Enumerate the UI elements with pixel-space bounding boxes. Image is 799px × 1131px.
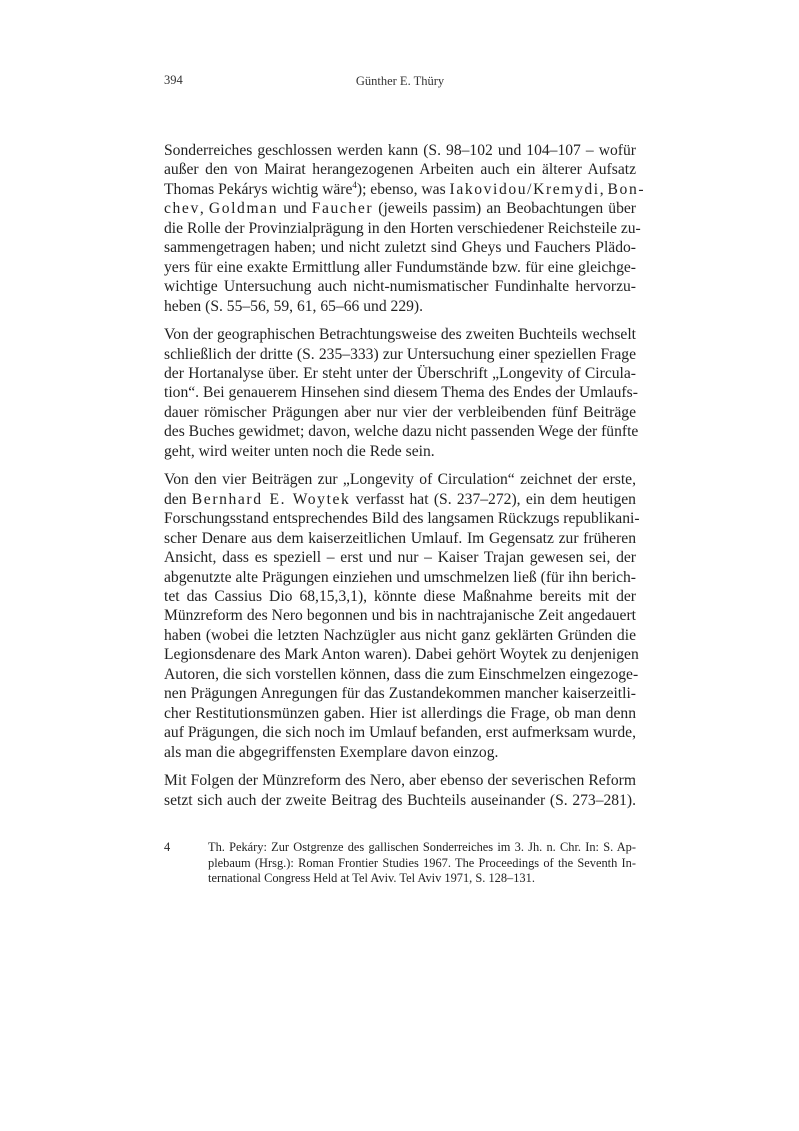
- text-line: nen Prägungen Anregungen für das Zustandekommen mancher kaiserzeitli-: [164, 685, 636, 703]
- text-line: cher Restitutionsmünzen gaben. Hier ist allerdings die Frage, ob man denn: [164, 704, 636, 722]
- author-name-spaced: Goldman: [208, 200, 279, 218]
- text-line: Forschungsstand entsprechendes Bild des langsamen Rückzugs republikani-: [164, 510, 640, 528]
- author-name-spaced: Bernhard E. Woytek: [191, 490, 351, 508]
- text-line: außer den von Mairat herangezogenen Arbeiten auch ein älterer Aufsatz: [164, 161, 636, 179]
- text-line: Sonderreiches geschlossen werden kann (S. 98–102 und 104–107 – wofür: [164, 142, 636, 159]
- text-line: heben (S. 55–56, 59, 61, 65–66 und 229).: [164, 297, 424, 315]
- author-name-spaced: Faucher: [311, 200, 374, 218]
- text-line: scher Denare aus dem kaiserzeitlichen Umlauf. Im Gegensatz zur früheren: [164, 529, 636, 547]
- body-text: [164, 141, 646, 819]
- paragraph: [164, 141, 646, 316]
- text-line: Ansicht, dass es speziell – erst und nur – Kaiser Trajan gewesen sei, der: [164, 549, 636, 567]
- footnote-number: 4: [164, 840, 171, 854]
- footnote-line: plebaum (Hrsg.): Roman Frontier Studies 1967. The Proceedings of the Seventh In-: [208, 855, 636, 870]
- page-number: 394: [164, 73, 183, 87]
- text-line: tion“. Bei genauerem Hinsehen sind diesem Thema des Endes der Umlaufs-: [164, 384, 638, 402]
- text-line: auf Prägungen, die sich noch im Umlauf befanden, erst aufmerksam wurde,: [164, 724, 636, 742]
- text-line: tet das Cassius Dio 68,15,3,1), könnte diese Maßnahme bereits mit der: [164, 587, 636, 605]
- text-line: setzt sich auch der zweite Beitrag des Buchteils auseinander (S. 273–281).: [164, 791, 636, 809]
- text-line: schließlich der dritte (S. 235–333) zur Untersuchung einer speziellen Frage: [164, 345, 636, 363]
- text-line: Von den vier Beiträgen zur „Longevity of Circulation“ zeichnet der erste,: [164, 471, 636, 489]
- footnote: [164, 840, 636, 887]
- paragraph: [164, 325, 639, 461]
- text-line: des Buches gewidmet; davon, welche dazu nicht passenden Wege der fünfte: [164, 423, 639, 441]
- running-head: [164, 73, 636, 93]
- author-name-spaced: chev: [164, 200, 200, 218]
- footnote-reference[interactable]: 4: [352, 179, 357, 190]
- text-line: wichtige Untersuchung auch nicht-numismatischer Fundinhalte hervorzu-: [164, 278, 636, 296]
- text-line: Münzreform des Nero begonnen und bis in nachtrajanische Zeit angedauert: [164, 607, 636, 625]
- author-name-spaced: Iakovidou/Kremydi: [449, 180, 600, 198]
- paragraph: [164, 771, 636, 810]
- paragraph: [164, 470, 640, 762]
- running-head-author: Günther E. Thüry: [355, 74, 445, 88]
- text-line: Thomas Pekárys wichtig wäre$^4$); ebenso, was Iakovidou/Kremydi, Bon-: [164, 179, 646, 198]
- text-line: Mit Folgen der Münzreform des Nero, aber ebenso der severischen Reform: [164, 772, 636, 790]
- footnote-line: Th. Pekáry: Zur Ostgrenze des gallischen Sonderreiches im 3. Jh. n. Chr. In: S. Ap-: [208, 840, 636, 854]
- text-line: Autoren, die sich vorstellen können, dass die zum Einschmelzen eingezoge-: [164, 665, 639, 683]
- text-line: abgenutzte alte Prägungen einziehen und umschmelzen ließ (für ihn berich-: [164, 568, 636, 586]
- text-line: die Rolle der Provinzialprägung in den Horten verschiedener Reichsteile zu-: [164, 219, 641, 237]
- author-name-spaced: Bon-: [607, 180, 646, 198]
- text-line: den Bernhard E. Woytek verfasst hat (S. 237–272), ein dem heutigen: [164, 490, 636, 508]
- text-line: Von der geographischen Betrachtungsweise des zweiten Buchteils wechselt: [164, 326, 636, 344]
- text-line: sammengetragen haben; und nicht zuletzt sind Gheys und Fauchers Plädo-: [164, 239, 636, 257]
- text-line: dauer römischer Prägungen aber nur vier der verbleibenden fünf Beiträge: [164, 403, 636, 421]
- text-line: yers für eine exakte Ermittlung aller Fundumstände bzw. für eine gleichge-: [164, 258, 636, 276]
- text-line: haben (wobei die letzten Nachzügler aus nicht ganz geklärten Gründen die: [164, 626, 636, 644]
- footnote-line: ternational Congress Held at Tel Aviv. Tel Aviv 1971, S. 128–131.: [208, 871, 535, 886]
- footnotes: [164, 840, 636, 887]
- text-line: geht, wird weiter unten noch die Rede sein.: [164, 442, 435, 460]
- text-line: als man die abgegriffensten Exemplare davon einzog.: [164, 743, 499, 761]
- text-line: der Hortanalyse über. Er steht unter der Überschrift „Longevity of Circula-: [164, 364, 636, 382]
- text-line: Legionsdenare des Mark Anton waren). Dabei gehört Woytek zu denjenigen: [164, 646, 639, 664]
- text-line: chev, Goldman und Faucher (jeweils passim) an Beobachtungen über: [164, 200, 636, 218]
